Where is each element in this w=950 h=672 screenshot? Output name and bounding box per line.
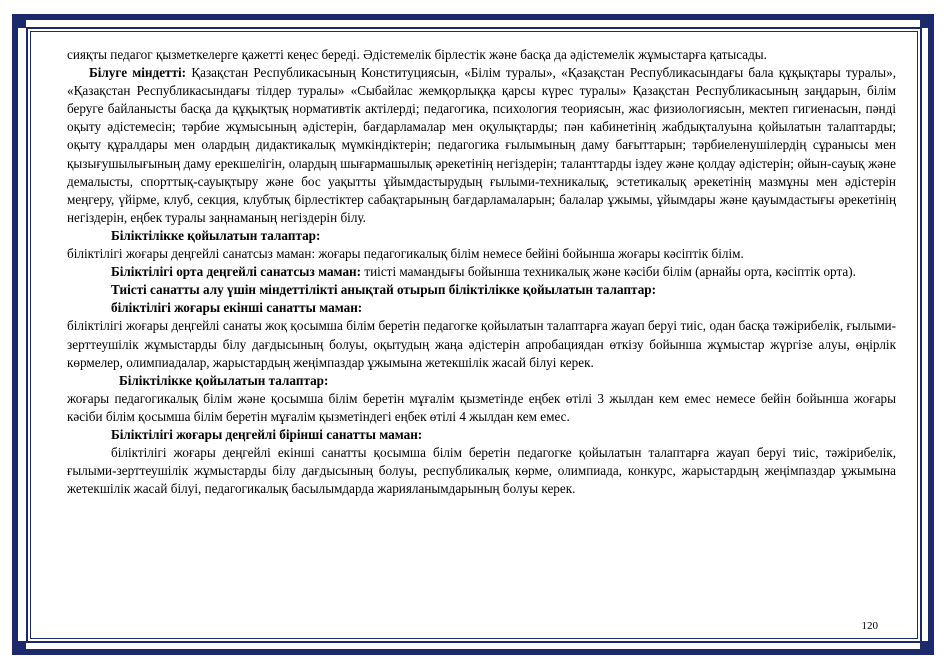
paragraph-text: тиісті мамандығы бойынша техникалық және кәсіби білім (арнайы орта, кәсіптік орта). <box>361 264 856 280</box>
paragraph-text: Қазақстан Республикасының Конституциясын, «Білім туралы», «Қазақстан Республикасындағы бала құқықтары туралы», «Қазақстан Республикасындағы тілдер туралы» «Сыбайлас жемқорлыққа қарсы күрес туралы» Қазақстан Республикасының заңдарын, білім беруге байланысты басқа да құқықтық нормативтік актілерді; педагогика, психология теориясын, жас физиологиясын, мектеп гигиенасын, пәнді оқыту әдістемесін; тәрбие жұмысының әдістерін, бағдарламалар мен оқулықтарды; пән кабинетінің жабдықталуына қойылатын талаптарды; оқыту құралдары мен олардың дидактикалық мүмкіндіктерін; педагогика ғылымының даму бағыттарын; тәрбиеленушілердің сұранысы мен қызығушылығының даму ерекшелігін, олардың шығармашылық әрекетінің негіздерін; таланттарды іздеу және қолдау әдістерін; ойын-сауық және демалысты, спорттық-сауықтыру және бос уақытты ұйымдастырудың ғылыми-техникалық, эстетикалық әрекетінің мазмұны мен әдістерін меңгеру, үйірме, клуб, секция, клубтық бірлестіктер сабақтарының бағдарламаларын; балалар ұжымы, ұйымдары және қауымдастығы әрекетінің негіздерін, еңбек туралы заңнаманың негіздерін білу. <box>67 65 897 225</box>
paragraph-heading: Біліктілігі орта деңгейлі санатсыз маман: <box>111 264 362 280</box>
corner-ornament-top-left <box>12 14 26 28</box>
paragraph-second-category-text <box>67 317 896 371</box>
paragraph-first-category-text <box>67 444 896 498</box>
paragraph-qualification-heading-2 <box>67 372 896 390</box>
page-number: 120 <box>861 620 878 632</box>
paragraph-high-level-uncategorized <box>67 245 896 263</box>
paragraph-text: біліктілігі жоғары деңгейлі санаты жоқ қосымша білім беретін педагогке қойылатын талаптарға жауап беруі тиіс, одан басқа тәжірибелік, ғылыми-зерттеушілік жұмыстарды білу дағдысының болуы, оқытудың жаңа әдістерін апробациядан өткізу бойынша жұмыстар жүргізе алуы, өңірлік көрмелер, олимпиадалар, жарыстардың жеңімпаздар ұжымына жетекшілік жасай білуі керек. <box>67 318 896 370</box>
paragraph-second-category-heading <box>67 299 896 317</box>
paragraph-qualification-heading <box>67 227 896 245</box>
paragraph-experience-requirements <box>67 390 896 426</box>
paragraph-heading: Білуге міндетті: <box>89 65 187 81</box>
paragraph-heading: Біліктілігі жоғары деңгейлі бірінші санатты маман: <box>111 426 423 442</box>
paragraph-knowledge-duties <box>67 64 896 227</box>
paragraph-intro <box>67 46 896 64</box>
corner-ornament-top-right <box>920 14 934 28</box>
paragraph-text: сияқты педагог қызметкелерге қажетті кеңес береді. Әдістемелік бірлестік және басқа да әдістемелік жұмыстарға қатысады. <box>67 47 767 62</box>
paragraph-text: біліктілігі жоғары деңгейлі екінші санатты қосымша білім беретін педагогке қойылатын талаптарға жауап беруі тиіс, тәжірибелік, ғылыми-зерттеушілік жұмыстарды білу дағдысының болуы, республикалық көрме, олимпиада, конкурс, жарыстардың жеңімпаздар ұжымына жетекшілік жасай білуі, педагогикалық басылымдарда жарияланымдарының болуы керек. <box>67 445 896 497</box>
paragraph-heading: Тиісті санатты алу үшін міндеттілікті анықтай отырып біліктілікке қойылатын талаптар: <box>111 282 657 298</box>
paragraph-text: жоғары педагогикалық білім және қосымша білім беретін мұғалім қызметінде еңбек өтілі 3 жылдан кем емес немесе бейін бойынша жоғары кәсіби білім қосымша білім беретін мұғалім қызметіндегі еңбек өтілі 4 жылдан кем емес. <box>67 390 896 424</box>
paragraph-first-category-heading <box>67 426 896 444</box>
corner-ornament-bottom-left <box>12 641 26 655</box>
paragraph-text: біліктілігі жоғары деңгейлі санатсыз маман: жоғары педагогикалық білім немесе бейіні бойынша жоғары кәсіптік білім. <box>67 246 744 262</box>
document-body <box>67 46 896 498</box>
paragraph-category-requirements-heading <box>67 281 896 299</box>
paragraph-heading: біліктілігі жоғары екінші санатты маман: <box>111 300 363 316</box>
paragraph-heading: Біліктілікке қойылатын талаптар: <box>119 372 329 388</box>
paragraph-heading: Біліктілікке қойылатын талаптар: <box>111 227 321 243</box>
corner-ornament-bottom-right <box>920 641 934 655</box>
paragraph-mid-level-uncategorized <box>67 263 896 281</box>
